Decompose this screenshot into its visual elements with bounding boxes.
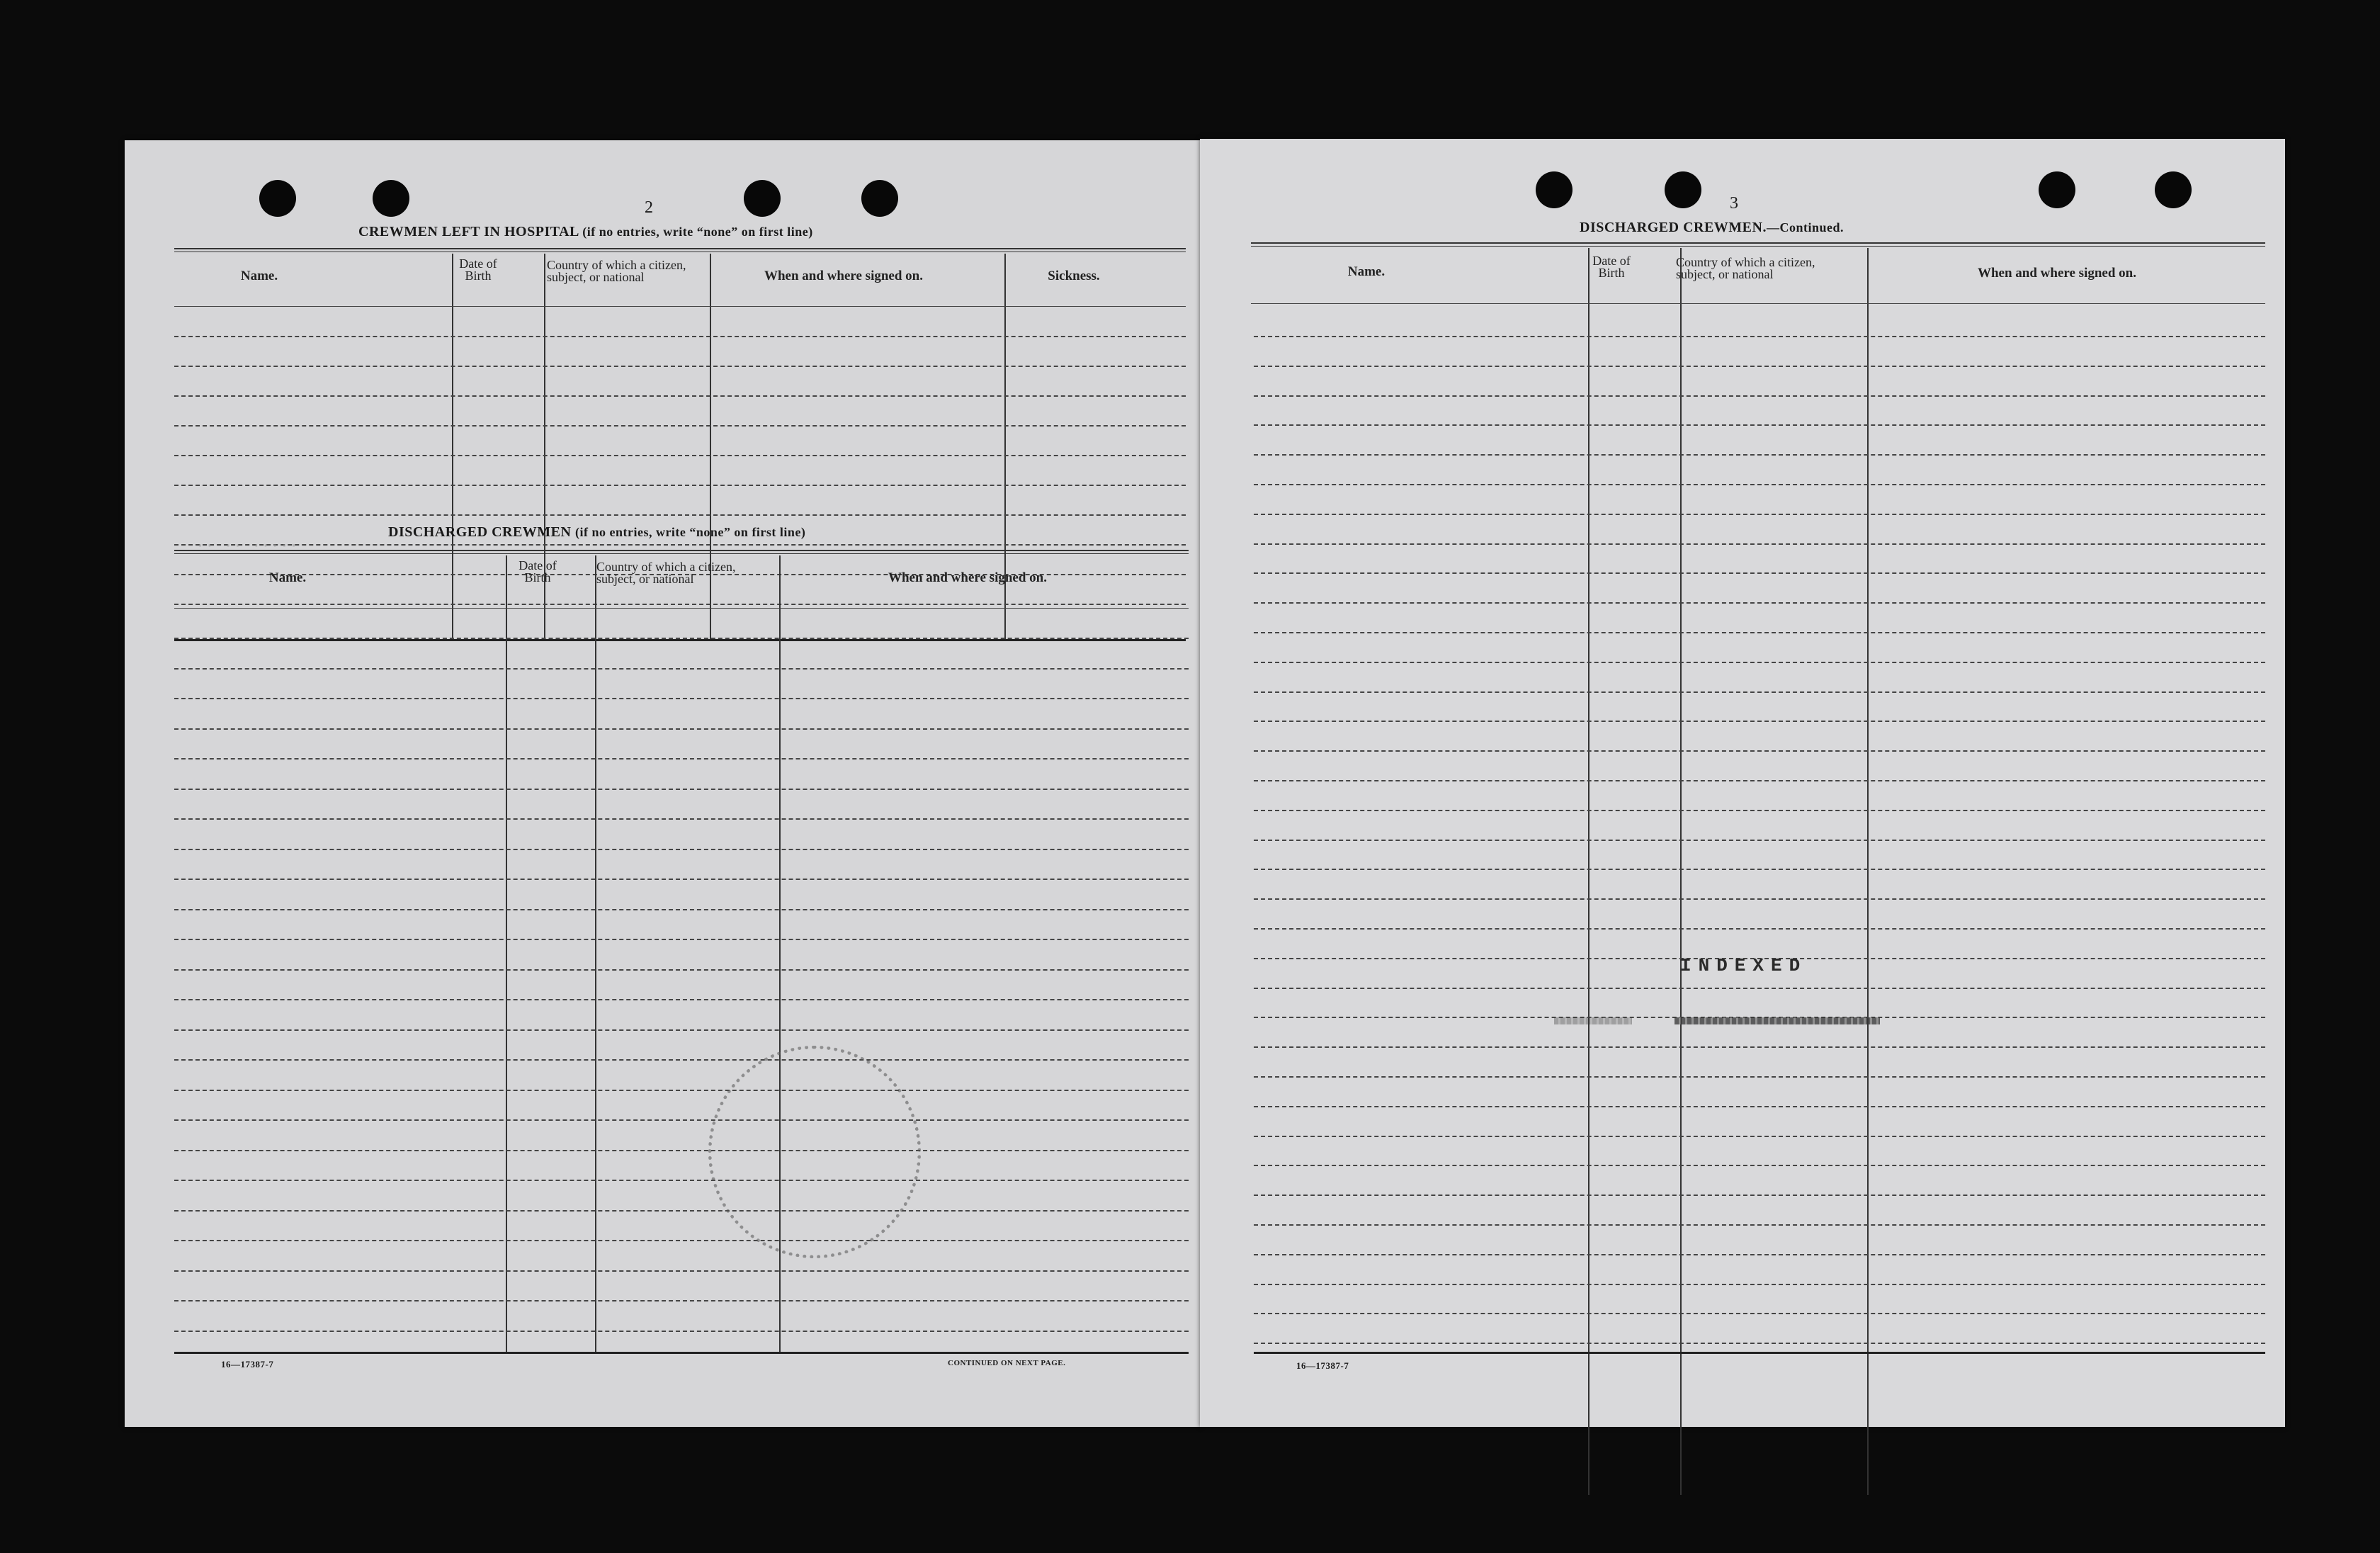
entry-line (174, 1240, 1189, 1241)
entry-line (174, 1029, 1189, 1031)
entry-line (1254, 454, 2265, 456)
entry-line (174, 485, 1186, 486)
section-end-rule (1254, 1352, 2265, 1354)
entry-line (1254, 1343, 2265, 1344)
page-number: 2 (645, 198, 653, 217)
postmark-stamp-graphic (708, 1046, 921, 1258)
entry-line (1254, 1106, 2265, 1107)
col-header-signed-on: When and where signed on. (764, 269, 923, 283)
continued-suffix: —Continued. (1766, 220, 1844, 235)
stamp-bar-graphic (1554, 1017, 1632, 1024)
discharged-section-title (388, 524, 805, 541)
entry-line (174, 395, 1186, 397)
header-rule (174, 608, 1189, 609)
entry-line (174, 544, 1186, 546)
punch-hole (373, 180, 409, 217)
punch-hole (2155, 171, 2192, 208)
stamp-bar-graphic (1674, 1017, 1880, 1024)
entry-line (1254, 395, 2265, 397)
col-header-dob: Date of Birth (459, 256, 497, 283)
punch-hole (1536, 171, 1572, 208)
entry-line (174, 1150, 1189, 1151)
entry-line (1254, 928, 2265, 930)
entry-line (174, 758, 1189, 759)
entry-line (174, 939, 1189, 940)
page-number: 3 (1730, 194, 1738, 213)
entry-line (1254, 336, 2265, 337)
entry-line (1254, 1313, 2265, 1314)
entry-line (174, 336, 1186, 337)
entry-line (174, 999, 1189, 1000)
entry-line (1254, 662, 2265, 663)
entry-line (1254, 780, 2265, 781)
entry-line (174, 514, 1186, 516)
entry-line (174, 1210, 1189, 1212)
col-header-signed-on: When and where signed on. (888, 570, 1047, 585)
right-page (1200, 139, 2285, 1427)
entry-line (174, 425, 1186, 427)
entry-line (1254, 572, 2265, 574)
discharged-title-text: DISCHARGED CREWMEN (388, 524, 572, 540)
entry-line (174, 668, 1189, 670)
entry-line (174, 638, 1189, 639)
column-divider (1588, 248, 1590, 1495)
entry-line (1254, 484, 2265, 485)
entry-line (174, 1119, 1189, 1121)
entry-line (1254, 750, 2265, 752)
section-end-rule (174, 1352, 1189, 1354)
entry-line (1254, 810, 2265, 811)
col-header-country: Country of which a citizen, subject, or national (596, 560, 736, 586)
col-header-country: Country of which a citizen, subject, or national (547, 258, 686, 284)
entry-line (1254, 632, 2265, 633)
entry-line (174, 604, 1186, 605)
entry-line (1254, 721, 2265, 722)
header-rule (1251, 303, 2265, 304)
entry-line (174, 818, 1189, 820)
entry-line (1254, 602, 2265, 604)
col-header-name: Name. (268, 570, 307, 585)
entry-line (1254, 1165, 2265, 1166)
entry-line (174, 698, 1189, 699)
entry-line (174, 1331, 1189, 1332)
entry-line (1254, 424, 2265, 426)
col-header-country: Country of which a citizen, subject, or national (1676, 255, 1815, 281)
entry-line (1254, 869, 2265, 870)
section-end-rule (174, 639, 1186, 641)
header-rule (174, 306, 1186, 307)
col-header-sickness: Sickness. (1048, 269, 1100, 283)
discharged-continued-title-text: DISCHARGED CREWMEN. (1580, 220, 1767, 235)
entry-line (174, 1270, 1189, 1272)
continued-note: CONTINUED ON NEXT PAGE. (948, 1359, 1066, 1367)
entry-line (174, 789, 1189, 790)
entry-line (1254, 1254, 2265, 1255)
indexed-stamp: INDEXED (1680, 955, 1808, 976)
hospital-title-text: CREWMEN LEFT IN HOSPITAL (358, 224, 579, 239)
entry-line (174, 1180, 1189, 1181)
col-header-name: Name. (1347, 264, 1386, 279)
column-divider (1680, 248, 1682, 1495)
column-divider (452, 254, 453, 640)
entry-line (1254, 1195, 2265, 1196)
section-rule (1251, 242, 2265, 247)
entry-line (174, 879, 1189, 880)
entry-line (1254, 1046, 2265, 1048)
form-number: 16—17387-7 (221, 1359, 274, 1370)
form-number: 16—17387-7 (1296, 1360, 1349, 1371)
entry-line (1254, 1284, 2265, 1285)
entry-line (1254, 366, 2265, 367)
entry-line (1254, 691, 2265, 693)
discharged-continued-title (1580, 220, 1844, 236)
column-divider (595, 555, 596, 1353)
punch-hole (1665, 171, 1701, 208)
section-rule (174, 248, 1186, 252)
entry-line (174, 909, 1189, 910)
entry-line (174, 366, 1186, 367)
entry-line (1254, 988, 2265, 989)
col-header-dob: Date of Birth (518, 558, 557, 585)
punch-hole (259, 180, 296, 217)
punch-hole (744, 180, 781, 217)
entry-line (1254, 1224, 2265, 1226)
column-divider (506, 555, 507, 1353)
entry-line (174, 1090, 1189, 1091)
entry-line (174, 969, 1189, 971)
entry-line (1254, 514, 2265, 515)
left-page (125, 140, 1201, 1427)
entry-line (1254, 898, 2265, 900)
entry-line (174, 455, 1186, 456)
entry-line (1254, 1136, 2265, 1137)
entry-line (174, 1300, 1189, 1301)
entry-line (1254, 840, 2265, 841)
col-header-name: Name. (240, 269, 278, 283)
punch-hole (2039, 171, 2075, 208)
hospital-title-note: (if no entries, write “none” on first line) (582, 225, 813, 239)
entry-line (174, 1059, 1189, 1061)
discharged-title-note: (if no entries, write “none” on first line) (574, 525, 806, 539)
entry-line (1254, 1076, 2265, 1078)
entry-line (174, 849, 1189, 850)
entry-line (1254, 543, 2265, 545)
entry-line (174, 728, 1189, 730)
section-rule (174, 550, 1189, 554)
bleed-through-text: ·· ·· ····· (196, 537, 299, 555)
column-divider (1867, 248, 1869, 1495)
punch-hole (861, 180, 898, 217)
col-header-signed-on: When and where signed on. (1977, 266, 2136, 281)
hospital-section-title (358, 224, 813, 240)
col-header-dob: Date of Birth (1592, 254, 1631, 280)
